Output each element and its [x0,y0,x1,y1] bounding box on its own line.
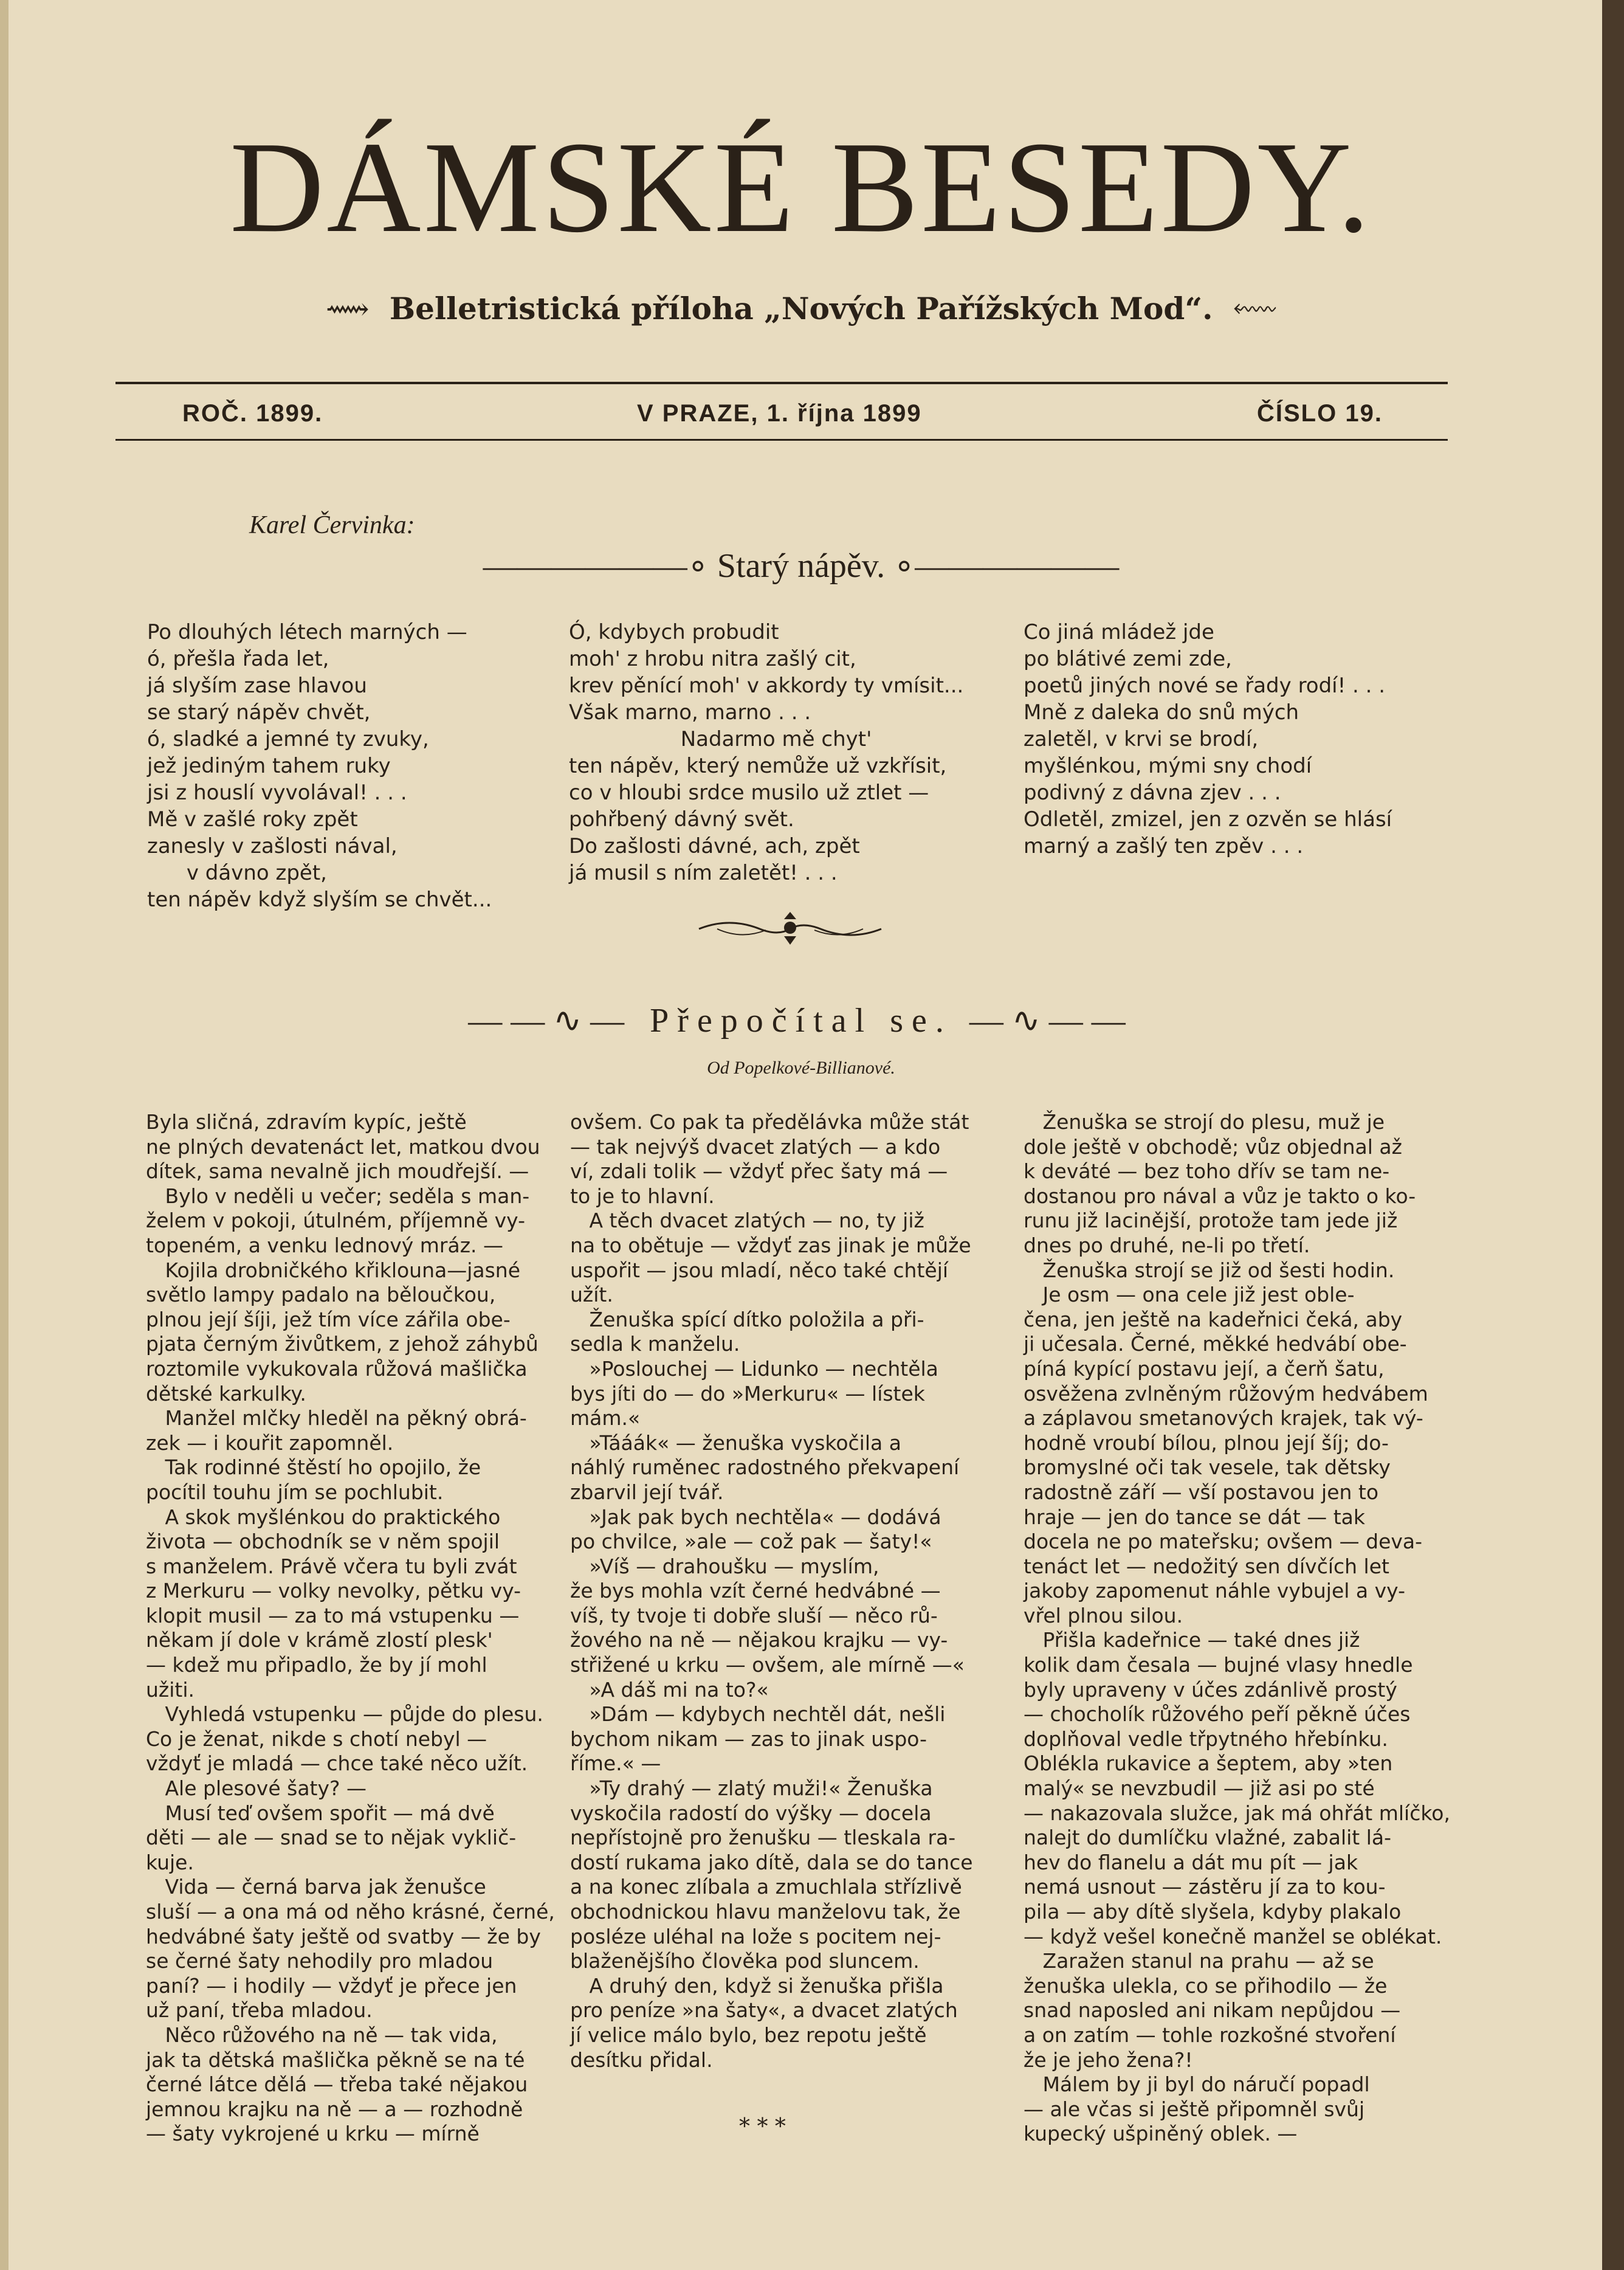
place-date: V PRAZE, 1. října 1899 [637,400,922,427]
poem-stanza-1: Po dlouhých létech marných — ó, přešla řada let, já slyším zase hlavou se starý nápěv chvět, ó, sladké a jemné ty zvuky, jež jediným tahem ruky jsi z houslí vyvolával! . . . Mě v zašlé roky zpět zanesly v zašlosti nával, v dávno zpět, ten nápěv když slyším se chvět... [147,620,492,912]
right-arrow-ornament-icon: ⟿ [325,291,379,326]
story-byline: Od Popelkové-Billianové. [707,1058,895,1078]
masthead-title: DÁMSKÉ BESEDY. [230,114,1372,260]
volume-year: ROČ. 1899. [182,400,323,427]
section-end-asterisks: * * * [739,2114,786,2139]
title-rule-right: ∘—————— [885,547,1120,585]
story-column-2: ovšem. Co pak ta předělávka může stát — tak nejvýš dvacet zlatých — a kdo ví, zdali tolik — vždyť přec šaty má — to je to hlavní. A těch dvacet zlatých — no, ty již na to obětuje — vždyť zas jinak je může uspořit — jsou mladí, něco také chtějí užít. Ženuška spící dítko položila a při- sedla k manželu. »Poslouchej — Lidunko — nechtěla bys jíti do — do »Merkuru« — lístek mám.« »Tááák« — ženuška vyskočila a náhlý ruměnec radostného překvapení zbarvil její tvář. »Jak pak bych nechtěla« — dodává po chvilce, »ale — což pak — šaty!« »Víš — drahoušku — myslím, že bys mohla vzít černé hedvábné — víš, ty tvoje ti dobře sluší — něco rů- žového na ně — nějakou krajku — vy- střižené u krku — ovšem, ale mírně —« »A dáš mi na to?« »Dám — kdybych nechtěl dát, nešli bychom nikam — zas to jinak uspo- říme.« — »Ty drahý — zlatý muži!« Ženuška vyskočila radostí do výšky — docela nepřístojně pro ženušku — tleskala ra- dostí rukama jako dítě, dala se do tance a na konec zlíbala a zmuchlala střízlivě obchodnickou hlavu manželovu tak, že posléze uléhal na lože s pocitem nej- blaženějšího člověka pod sluncem. A druhý den, když si ženuška přišla pro peníze »na šaty«, a dvacet zlatých jí velice málo bylo, bez repotu ještě desítku přidal. [570,1110,973,2072]
left-arrow-ornament-icon: ⬳ [1223,291,1277,326]
page-edge-left [0,0,9,2270]
top-rule [115,382,1448,384]
poem-title: Starý nápěv. [717,547,886,585]
bottom-rule [115,439,1448,441]
issue-number: ČÍSLO 19. [1257,400,1383,427]
ornament-divider-icon [693,911,887,947]
story-title-rule-right: —∿—— [952,1002,1134,1040]
story-column-1: Byla sličná, zdravím kypíc, ještě ne plných devatenáct let, matkou dvou dítek, sama nevalně jich moudřejší. — Bylo v neděli u večer; seděla s man- želem v pokoji, útulném, příjemně vy- topeném, a venku lednový mráz. — Kojila drobničkého křiklouna—jasné světlo lampy padalo na běloučkou, plnou její šíji, jež tím více zářila obe- pjata černým živůtkem, z jehož záhybů roztomile vykukovala růžová mašlička dětské karkulky. Manžel mlčky hleděl na pěkný obrá- zek — i kouřit zapomněl. Tak rodinné štěstí ho opojilo, že pocítil touhu jím se pochlubit. A skok myšlénkou do praktického života — obchodník se v něm spojil s manželem. Právě včera tu byli zvát z Merkuru — volky nevolky, pětku vy- klopit musil — za to má vstupenku — někam jí dole v krámě zlostí plesk' — kdež mu připadlo, že by jí mohl užiti. Vyhledá vstupenku — půjde do plesu. Co je ženat, nikde s chotí nebyl — vždyť je mladá — chce také něco užít. Ale plesové šaty? — Musí teď ovšem spořit — má dvě děti — ale — snad se to nějak vyklič- kuje. Vida — černá barva jak ženušce sluší — a ona má od něho krásné, černé, hedvábné šaty ještě od svatby — že by se černé šaty nehodily pro mladou paní? — i hodily — vždyť je přece jen už paní, třeba mladou. Něco růžového na ně — tak vida, jak ta dětská mašlička pěkně se na té černé látce dělá — třeba také nějakou jemnou krajku na ně — a — rozhodně — šaty vykrojené u krku — mírně [146,1110,555,2146]
subtitle-text: Belletristická příloha „Nových Pařížských Mod“. [389,291,1213,326]
title-rule-left: ——————∘ [483,547,717,585]
poem-stanza-2: Ó, kdybych probudit moh' z hrobu nitra zašlý cit, krev pěnící moh' v akkordy ty vmísit... Však marno, marno . . . Nadarmo mě chyt' ten nápěv, který nemůže už vzkřísit, co v hloubi srdce musilo už ztlet — pohřbený dávný svět. Do zašlosti dávné, ach, zpět já musil s ním zaletět! . . . [569,620,964,885]
page-binding-edge [1602,0,1624,2270]
poem-title-line [0,546,1602,585]
masthead-subtitle [0,291,1602,327]
story-title-rule-left: ——∿— [468,1002,650,1040]
story-column-3: Ženuška se strojí do plesu, muž je dole ještě v obchodě; vůz objednal až k deváté — bez toho dřív se tam ne- dostanou pro nával a vůz je takto o ko- runu již lacinější, protože tam jede již dnes po druhé, ne-li po třetí. Ženuška strojí se již od šesti hodin. Je osm — ona cele již jest oble- čena, jen ještě na kadeřnici čeká, aby ji učesala. Černé, měkké hedvábí obe- píná kypící postavu její, a čerň šatu, osvěžena zvlněným růžovým hedvábem a záplavou smetanových krajek, tak vý- hodně vroubí bílou, plnou její šíj; do- bromyslné oči tak vesele, tak dětsky radostně září — vší postavou jen to hraje — jen do tance se dát — tak docela ne po mateřsku; ovšem — deva- tenáct let — nedožitý sen dívčích let jakoby zapomenut náhle vybujel a vy- vřel plnou silou. Přišla kadeřnice — také dnes již kolik dam česala — bujné vlasy hnedle byly upraveny v účes zdánlivě prostý — chocholík růžového peří pěkně účes doplňoval vedle třpytného hřebínku. Oblékla rukavice a šeptem, aby »ten malý« se nevzbudil — již asi po sté — nakazovala služce, jak má ohřát mlíčko, nalejt do dumlíčku vlažné, zabalit lá- hev do flanelu a dát mu pít — jak nemá usnout — zástěru jí za to kou- pila — aby dítě slyšela, kdyby plakalo — když vešel konečně manžel se oblékat. Zaražen stanul na prahu — až se ženuška ulekla, co se přihodilo — že snad naposled ani nikam nepůjdou — a on zatím — tohle rozkošné stvoření že je jeho žena?! Málem by ji byl do náručí popadl — ale včas si ještě připomněl svůj kupecký ušpiněný oblek. — [1024,1110,1450,2146]
poem-stanza-3: Co jiná mládež jde po blátivé zemi zde, poetů jiných nové se řady rodí! . . . Mně z daleka do snů mých zaletěl, v krvi se brodí, myšlénkou, mými sny chodí podivný z dávna zjev . . . Odletěl, zmizel, jen z ozvěn se hlásí marný a zašlý ten zpěv . . . [1024,620,1392,858]
poem-author: Karel Červinka: [249,511,415,539]
story-title-line [0,1001,1602,1040]
story-title: Přepočítal se. [650,1002,952,1040]
